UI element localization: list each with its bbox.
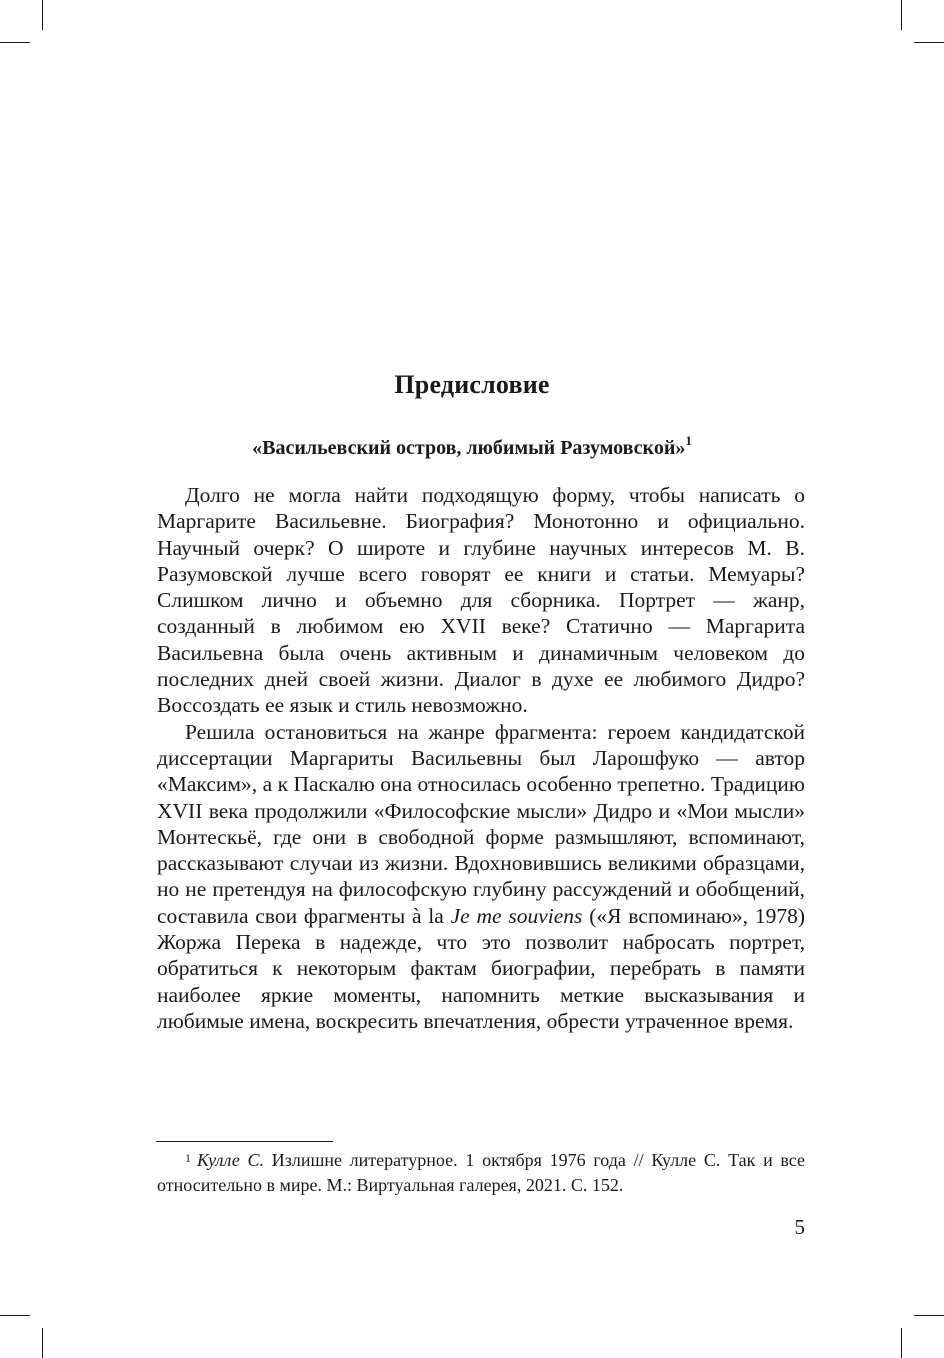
chapter-subtitle [0,433,944,460]
crop-mark-top-right-v [901,0,902,30]
crop-mark-top-left-h [0,42,30,43]
paragraph-2-part-2: («Я вспоминаю», 1978) Жоржа Перека в надежде, что это позволит набросать портрет, обратиться к некоторым фактам биографии, перебрать в памяти наиболее яркие моменты, напомнить меткие высказывания и любимые имена, воскресить впечатления, обрести утраченное время. [157,903,806,1033]
footnote-reference[interactable]: 1 [685,433,692,448]
body-text [157,482,805,1034]
footnote-number: 1 [185,1151,191,1165]
crop-mark-bottom-left-v [42,1328,43,1358]
crop-mark-top-right-h [914,42,944,43]
paragraph-2 [157,719,805,1035]
crop-mark-bottom-left-h [0,1315,30,1316]
footnote-author: Кулле С. [197,1150,265,1170]
paragraph-2-part-1: Решила остановиться на жанре фрагмента: героем кандидатской диссертации Маргариты Васильевны был Ларошфуко — автор «Максим», а к Паскалю она относилась особенно трепетно. Традицию XVII века продолжили «Философские мысли» Дидро и «Мои мысли» Монтескьё, где они в свободной форме размышляют, вспоминают, рассказывают случаи из жизни. Вдохновившись великими образцами, но не претендуя на философскую глубину рассуждений и обобщений, составила свои фрагменты à la [157,719,805,928]
crop-mark-top-left-v [42,0,43,30]
footnote [157,1148,805,1197]
crop-mark-bottom-right-h [914,1315,944,1316]
crop-mark-bottom-right-v [901,1328,902,1358]
paragraph-2-italic-title: Je me souviens [450,903,583,928]
subtitle-text: «Васильевский остров, любимый Разумовской» [252,437,686,459]
footnote-divider [156,1141,333,1142]
paragraph-1: Долго не могла найти подходящую форму, чтобы написать о Маргарите Васильевне. Биография? Монотонно и официально. Научный очерк? О широте и глубине научных интересов М. В. Разумовской лучше всего говорят ее книги и статьи. Мемуары? Слишком лично и объемно для сборника. Портрет — жанр, созданный в любимом ею XVII веке? Статично — Маргарита Васильевна была очень активным и динамичным человеком до последних дней своей жизни. Диалог в духе ее любимого Дидро? Воссоздать ее язык и стиль невозможно. [157,483,805,718]
page-number: 5 [794,1215,805,1239]
page-title: Предисловие [394,370,550,399]
footnote-text: Излишне литературное. 1 октября 1976 года // Кулле С. Так и все относительно в мире. М.: Виртуальная галерея, 2021. С. 152. [157,1150,806,1195]
